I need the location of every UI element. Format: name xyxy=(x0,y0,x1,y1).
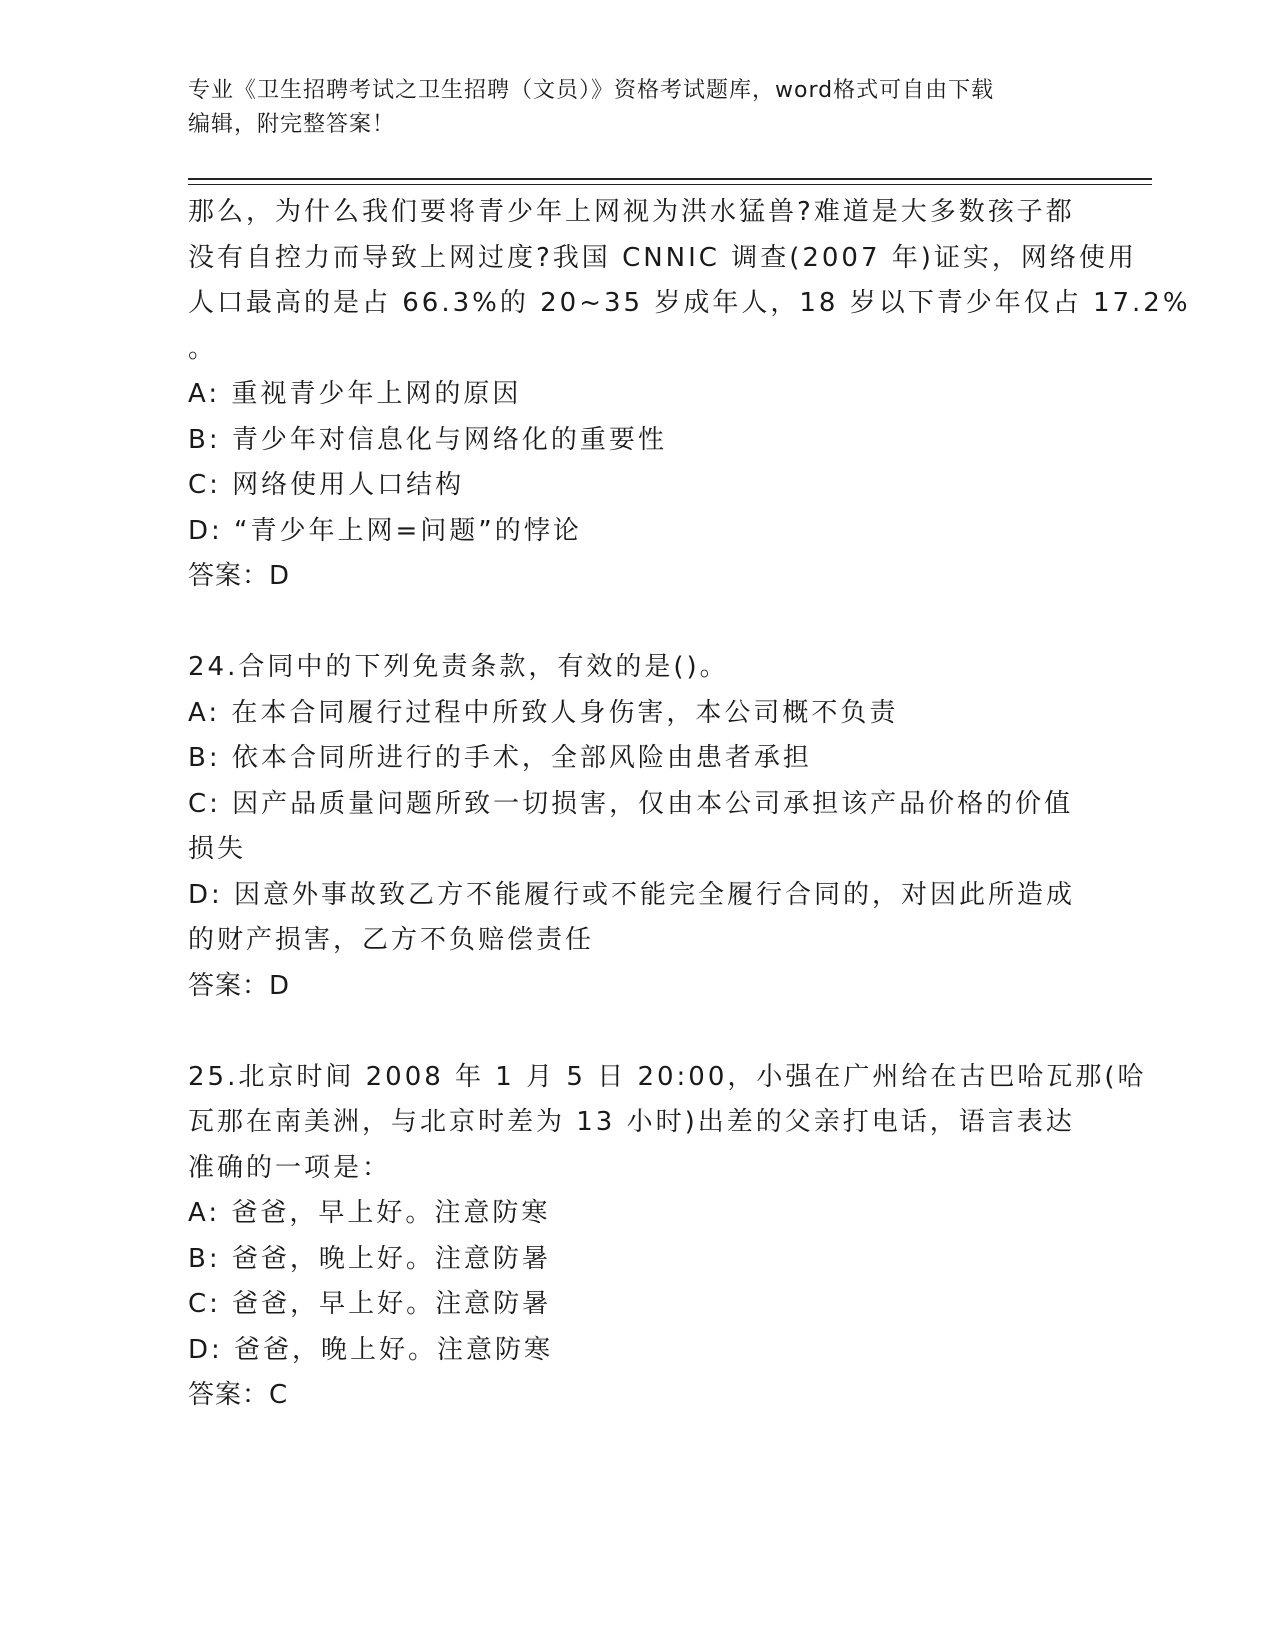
spacer xyxy=(188,1009,1088,1055)
header-rule-thin xyxy=(188,184,1152,185)
option-b: B: 依本合同所进行的手术，全部风险由患者承担 xyxy=(188,743,812,773)
option-a: A: 爸爸，早上好。注意防寒 xyxy=(188,1198,551,1228)
header-rule-thick xyxy=(188,178,1152,180)
answer: 答案：C xyxy=(188,1380,289,1410)
question-stem-line: 。 xyxy=(188,333,218,364)
option-c-continued: 损失 xyxy=(188,834,247,864)
option-d: D: “青少年上网=问题”的悖论 xyxy=(188,515,582,546)
option-d-continued: 的财产损害，乙方不负赔偿责任 xyxy=(188,925,595,955)
question-stem-line: 没有自控力而导致上网过度?我国 CNNIC 调查(2007 年)证实，网络使用 xyxy=(188,242,1137,273)
header-line-1: 专业《卫生招聘考试之卫生招聘（文员）》资格考试题库，word格式可自由下载 xyxy=(188,78,995,103)
option-b: B: 青少年对信息化与网络化的重要性 xyxy=(188,424,667,455)
question-stem-line: 瓦那在南美洲，与北京时差为 13 小时)出差的父亲打电话，语言表达 xyxy=(188,1107,1075,1137)
document-body xyxy=(188,190,1191,1419)
question-stem-line: 24.合同中的下列免责条款，有效的是()。 xyxy=(188,652,729,682)
option-d: D: 因意外事故致乙方不能履行或不能完全履行合同的，对因此所造成 xyxy=(188,879,1076,910)
option-c: C: 网络使用人口结构 xyxy=(188,470,465,500)
option-b: B: 爸爸，晚上好。注意防暑 xyxy=(188,1243,551,1274)
answer: 答案：D xyxy=(188,970,291,1001)
header-line-2: 编辑，附完整答案！ xyxy=(188,112,396,137)
option-a: A: 重视青少年上网的原因 xyxy=(188,379,522,409)
question-25 xyxy=(188,1055,1147,1419)
question-24 xyxy=(188,645,1088,1009)
question-stem-line: 25.北京时间 2008 年 1 月 5 日 20:00，小强在广州给在古巴哈瓦那(哈 xyxy=(188,1061,1147,1092)
document-header xyxy=(188,74,1068,142)
question-23 xyxy=(188,190,1191,600)
question-stem-line: 人口最高的是占 66.3%的 20~35 岁成年人，18 岁以下青少年仅占 17.2% xyxy=(188,288,1191,318)
question-stem-line: 准确的一项是： xyxy=(188,1152,392,1183)
option-d: D: 爸爸，晚上好。注意防寒 xyxy=(188,1334,554,1365)
option-c: C: 因产品质量问题所致一切损害，仅由本公司承担该产品价格的价值 xyxy=(188,788,1074,819)
answer: 答案：D xyxy=(188,561,291,591)
spacer xyxy=(188,600,1088,646)
option-a: A: 在本合同履行过程中所致人身伤害，本公司概不负责 xyxy=(188,697,899,728)
question-stem-line: 那么，为什么我们要将青少年上网视为洪水猛兽?难道是大多数孩子都 xyxy=(188,197,1075,227)
option-c: C: 爸爸，早上好。注意防暑 xyxy=(188,1289,552,1319)
